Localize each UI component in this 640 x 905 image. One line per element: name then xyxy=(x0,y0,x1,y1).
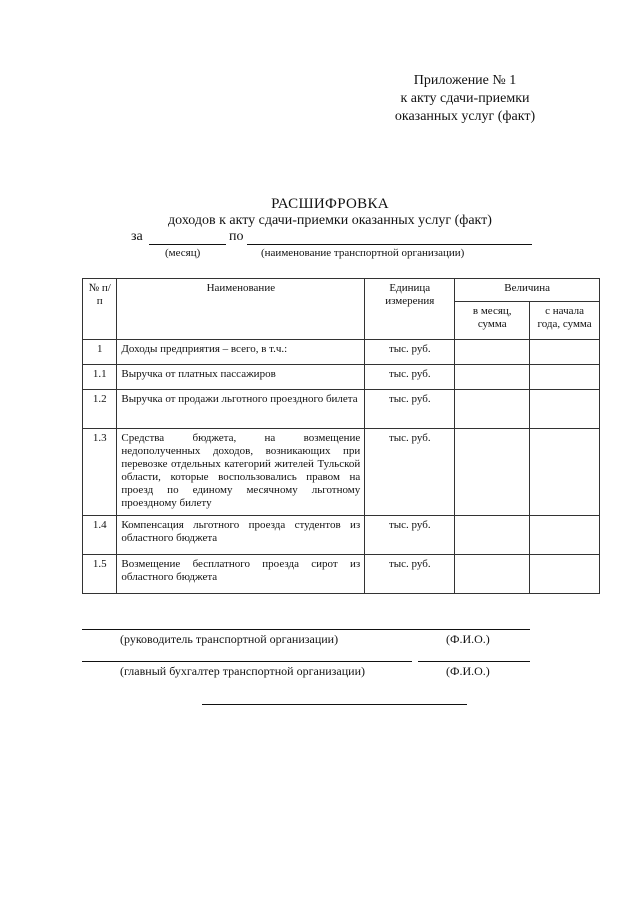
row-month-value[interactable] xyxy=(455,516,530,555)
table-row xyxy=(83,340,600,365)
header-month: в месяц, сумма xyxy=(455,302,530,340)
row-name: Компенсация льготного проезда студентов из областного бюджета xyxy=(117,516,365,555)
row-name: Средства бюджета, на возмещение недополученных доходов, возникающих при перевозке отдельных категорий жителей Тульской области, которые воспользовались правом на проезд по единому месячному льготному проездному билету xyxy=(117,429,365,516)
row-month-value[interactable] xyxy=(455,555,530,594)
row-name: Выручка от продажи льготного проездного билета xyxy=(117,390,365,429)
row-year-value[interactable] xyxy=(530,340,600,365)
row-unit: тыс. руб. xyxy=(365,390,455,429)
table-row xyxy=(83,516,600,555)
row-month-value[interactable] xyxy=(455,365,530,390)
row-no: 1.5 xyxy=(83,555,117,594)
row-no: 1.1 xyxy=(83,365,117,390)
period-po-label: по xyxy=(229,229,244,244)
head-signature-label: (руководитель транспортной организации) xyxy=(120,632,339,646)
row-unit: тыс. руб. xyxy=(365,365,455,390)
accountant-fio-line[interactable] xyxy=(418,661,530,662)
row-no: 1.2 xyxy=(83,390,117,429)
bottom-divider-line xyxy=(202,704,467,705)
row-name: Доходы предприятия – всего, в т.ч.: xyxy=(117,340,365,365)
document-title: РАСШИФРОВКА xyxy=(271,196,389,212)
accountant-fio-label: (Ф.И.О.) xyxy=(446,664,490,678)
row-year-value[interactable] xyxy=(530,516,600,555)
accountant-signature-line[interactable] xyxy=(82,661,412,662)
row-month-value[interactable] xyxy=(455,390,530,429)
row-unit: тыс. руб. xyxy=(365,340,455,365)
appendix-line-1: Приложение № 1 xyxy=(413,73,517,88)
row-name: Выручка от платных пассажиров xyxy=(117,365,365,390)
month-caption: (месяц) xyxy=(165,247,201,259)
row-year-value[interactable] xyxy=(530,365,600,390)
appendix-line-2: к акту сдачи-приемки xyxy=(400,91,530,106)
head-fio-label: (Ф.И.О.) xyxy=(446,632,490,646)
row-unit: тыс. руб. xyxy=(365,555,455,594)
period-za-label: за xyxy=(131,229,143,244)
appendix-line-3: оказанных услуг (факт) xyxy=(394,109,536,124)
accountant-signature-label: (главный бухгалтер транспортной организации) xyxy=(120,664,365,678)
row-name: Возмещение бесплатного проезда сирот из областного бюджета xyxy=(117,555,365,594)
table-row xyxy=(83,390,600,429)
row-unit: тыс. руб. xyxy=(365,516,455,555)
row-year-value[interactable] xyxy=(530,555,600,594)
table-header-row-1 xyxy=(83,279,600,302)
row-unit: тыс. руб. xyxy=(365,429,455,516)
table-row xyxy=(83,555,600,594)
header-no: № п/п xyxy=(83,279,117,340)
header-value: Величина xyxy=(455,279,600,302)
document-subtitle: доходов к акту сдачи-приемки оказанных услуг (факт) xyxy=(168,213,492,228)
row-no: 1.4 xyxy=(83,516,117,555)
income-breakdown-table xyxy=(82,278,600,594)
header-unit: Единица измерения xyxy=(365,279,455,340)
row-month-value[interactable] xyxy=(455,340,530,365)
row-month-value[interactable] xyxy=(455,429,530,516)
month-blank-line[interactable] xyxy=(149,244,226,245)
header-name: Наименование xyxy=(117,279,365,340)
row-year-value[interactable] xyxy=(530,390,600,429)
organization-blank-line[interactable] xyxy=(247,244,532,245)
organization-caption: (наименование транспортной организации) xyxy=(261,247,465,259)
header-year: с начала года, сумма xyxy=(530,302,600,340)
table-row xyxy=(83,429,600,516)
appendix-header xyxy=(370,72,560,126)
row-no: 1 xyxy=(83,340,117,365)
row-no: 1.3 xyxy=(83,429,117,516)
table-row xyxy=(83,365,600,390)
head-signature-line[interactable] xyxy=(82,629,530,630)
row-year-value[interactable] xyxy=(530,429,600,516)
